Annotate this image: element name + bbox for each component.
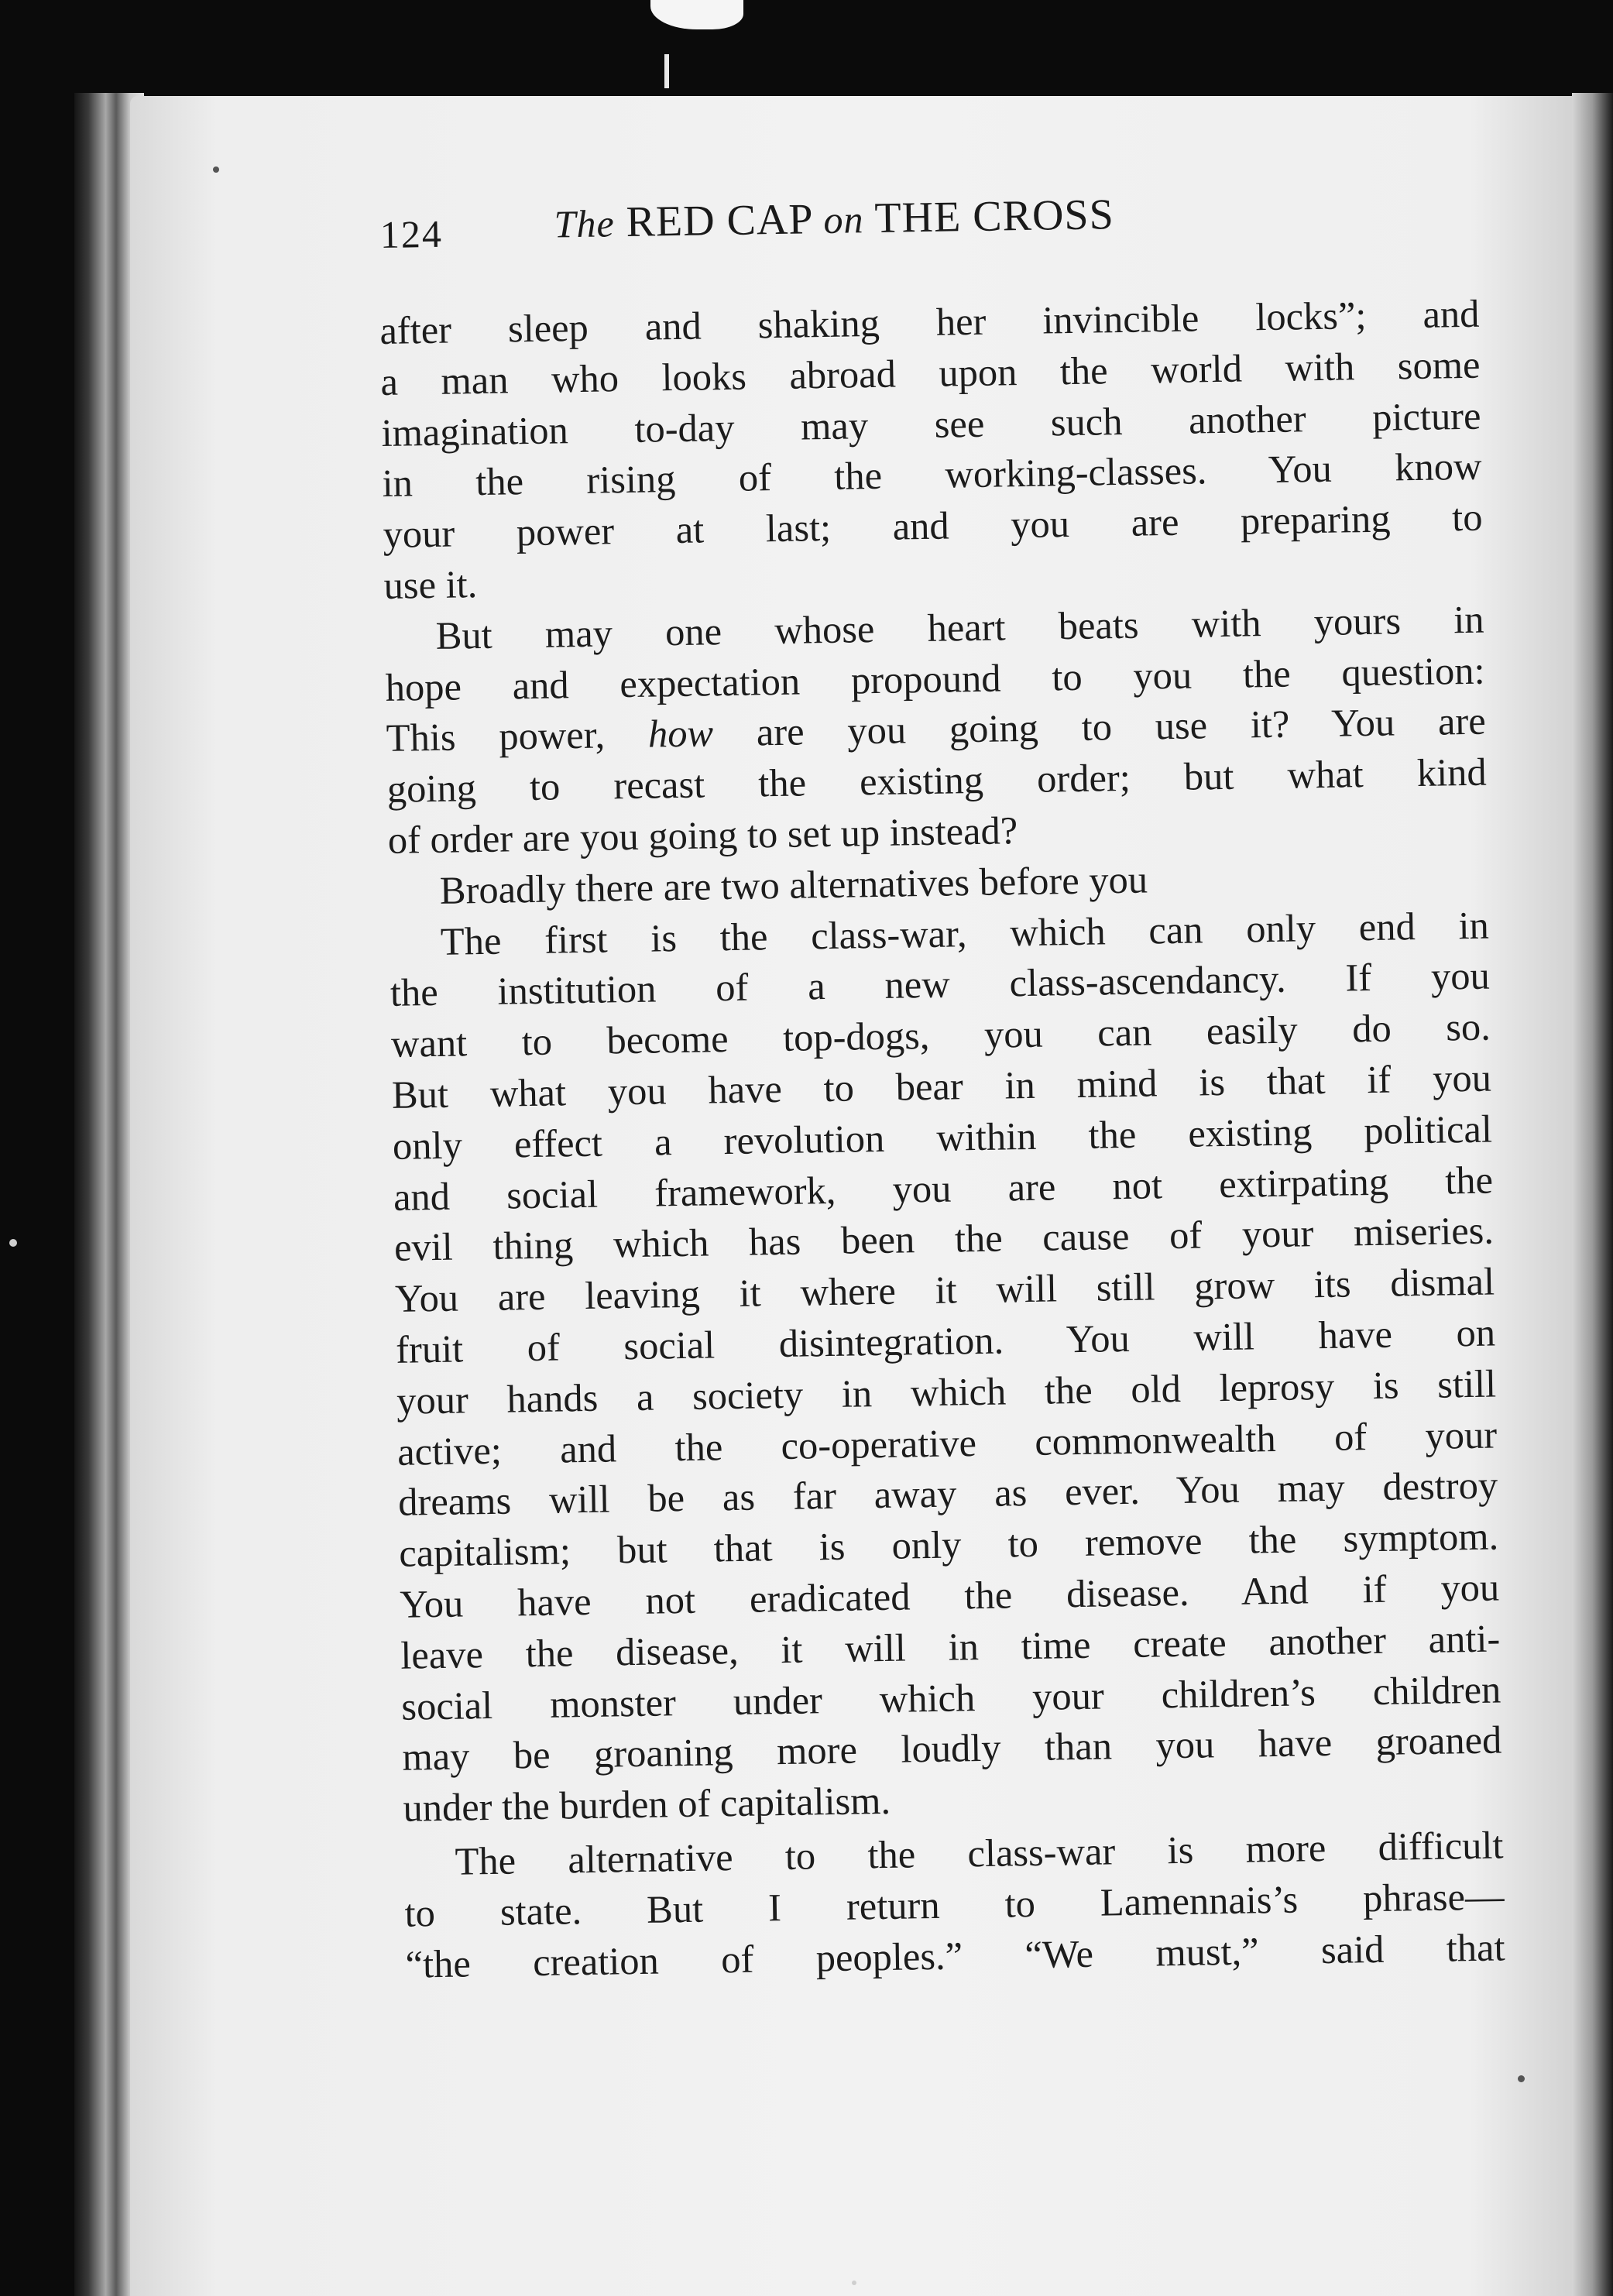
text-line: social monster under which your children’s children <box>400 1666 1501 1728</box>
text-line: only effect a revolution within the existing political <box>392 1107 1493 1168</box>
running-head <box>379 176 1496 279</box>
scan-speck <box>1518 2075 1525 2082</box>
text-line: in the rising of the working-classes. You know <box>382 444 1482 506</box>
text-line: going to recast the existing order; but what kind <box>386 750 1488 812</box>
text-line: may be groaning more loudly than you have groaned <box>402 1718 1502 1779</box>
text-line: of order are you going to set up instead? <box>387 808 1018 862</box>
text-line: after sleep and shaking her invincible locks”; and <box>379 291 1480 352</box>
text-line: imagination to-day may see such another picture <box>381 393 1481 455</box>
text-line: use it. <box>383 562 478 607</box>
text-line: your hands a society in which the old leprosy is still <box>396 1361 1497 1423</box>
page-right-edge <box>1572 93 1613 2296</box>
book-title-part: RED CAP <box>614 195 824 247</box>
text-line: But may one whose heart beats with yours in <box>435 597 1484 657</box>
book-title-part: THE CROSS <box>863 190 1115 243</box>
text-line: capitalism; but that is only to remove the symptom. <box>398 1514 1499 1575</box>
text-line: hope and expectation propound to you the question: <box>385 648 1486 709</box>
text-line: want to become top-dogs, you can easily do so. <box>390 1004 1491 1066</box>
text-line: The first is the class-war, which can only end in <box>440 903 1490 963</box>
text-line: your power at last; and you are preparing to <box>383 495 1483 557</box>
text-line: the institution of a new class-ascendancy. If you <box>390 953 1491 1015</box>
text-line: fruit of social disintegration. You will have on <box>395 1310 1496 1371</box>
text-line: You are leaving it where it will still grow its dismal <box>394 1259 1495 1320</box>
scan-artifact-mark <box>664 54 669 88</box>
text-line: evil thing which has been the cause of your miseries. <box>393 1208 1495 1270</box>
book-title-part: The <box>554 201 616 246</box>
body-text <box>379 289 1505 1990</box>
scan-speck <box>9 1239 17 1247</box>
page-number: 124 <box>379 211 444 256</box>
scan-speck <box>852 2281 856 2285</box>
scan-artifact-top <box>650 0 743 29</box>
book-title-part: on <box>823 197 864 242</box>
text-line: leave the disease, it will in time create another anti- <box>400 1616 1501 1677</box>
text-line: The alternative to the class-war is more difficult <box>455 1823 1504 1883</box>
text-line: This power, how are you going to use it? You are <box>386 699 1487 760</box>
text-line: to state. But I return to Lamennais’s phrase— <box>404 1874 1505 1935</box>
text-line: Broadly there are two alternatives before you <box>439 857 1148 912</box>
book-title <box>554 190 1114 248</box>
text-line: dreams will be as far away as ever. You may destroy <box>397 1463 1498 1525</box>
text-line: a man who looks abroad upon the world with some <box>380 342 1481 403</box>
text-line: active; and the co-operative commonwealth of your <box>396 1412 1498 1474</box>
text-line: But what you have to bear in mind is that if you <box>391 1055 1492 1117</box>
text-line: and social framework, you are not extirpating the <box>393 1158 1494 1219</box>
scan-speck <box>213 166 219 173</box>
text-line: “the creation of peoples.” “We must,” said that <box>405 1924 1505 1986</box>
text-line: You have not eradicated the disease. And if you <box>399 1565 1500 1626</box>
text-line: under the burden of capitalism. <box>403 1778 891 1830</box>
